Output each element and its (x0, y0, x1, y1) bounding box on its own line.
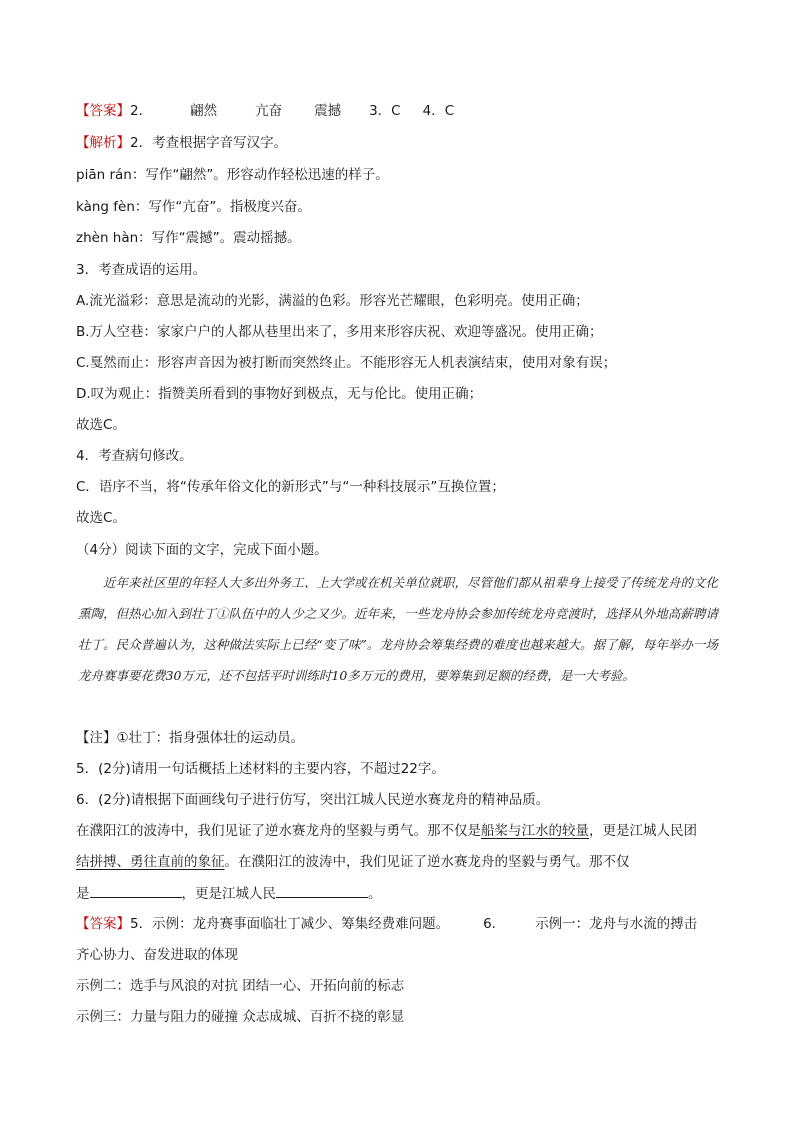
answer-item: 4．C (422, 103, 455, 119)
q4-conclusion: 故选C。 (76, 510, 126, 526)
answer-item: 震撼 (314, 103, 342, 119)
q3-option: B.万人空巷：家家户户的人都从巷里出来了，多用来形容庆祝、欢迎等盛况。使用正确； (76, 324, 603, 340)
fill-blank-1[interactable] (90, 883, 182, 898)
example-1-part-2: 齐心协力、奋发进取的体现 (76, 947, 238, 963)
answer-tag: 【答案】 (76, 103, 130, 119)
q6-number: 6． (483, 916, 506, 932)
question-5: 5．(2分)请用一句话概括上述材料的主要内容，不超过22字。 (76, 761, 445, 777)
fill-line: 是 ，更是江城人民 。 (76, 883, 382, 904)
underlined-phrase: 船桨与江水的较量 (481, 823, 589, 839)
reading-intro: （4分）阅读下面的文字，完成下面小题。 (76, 542, 328, 558)
example-2: 示例二：选手与风浪的对抗 团结一心、开拓向前的标志 (76, 978, 405, 994)
pinyin-line: zhèn hàn：写作“震撼”。震动摇撼。 (76, 230, 301, 246)
example-3: 示例三：力量与阻力的碰撞 众志成城、百折不挠的彰显 (76, 1009, 405, 1025)
answer-line-2 (76, 914, 697, 934)
analysis-head: 2．考查根据字音写汉字。 (130, 135, 288, 151)
passage-note: 【注】①壮丁：指身强体壮的运动员。 (76, 730, 305, 746)
answer-line-1 (76, 101, 454, 121)
q3-option: A.流光溢彩：意思是流动的光影，满溢的色彩。形容光芒耀眼，色彩明亮。使用正确； (76, 293, 589, 309)
model-sentence-line-2: 结拼搏、勇往直前的象征。在濮阳江的波涛中，我们见证了逆水赛龙舟的坚毅与勇气。那不仅 (76, 854, 630, 870)
answer-item: 3．C (369, 103, 401, 119)
analysis-tag: 【解析】 (76, 135, 130, 151)
q3-head: 3．考查成语的运用。 (76, 262, 207, 278)
q5-answer: 5．示例：龙舟赛事面临壮丁减少、筹集经费难问题。 (130, 916, 450, 932)
reading-passage: 近年来社区里的年轻人大多出外务工、上大学或在机关单位就职，尽管他们都从祖辈身上接受了传统龙舟的文化熏陶，但热心加入到壮丁①队伍中的人少之又少。近年来，一些龙舟协会参加传统龙舟竞渡时，选择从外地高薪聘请壮丁。民众普遍认为，这种做法实际上已经“变了味”。龙舟协会筹集经费的难度也越来越大。据了解，每年举办一场龙舟赛事要花费30万元，还不包括平时训练时10多万元的费用，要筹集到足额的经费，是一大考验。 (78, 575, 718, 683)
q3-conclusion: 故选C。 (76, 417, 126, 433)
analysis-line (76, 133, 287, 153)
pinyin-line: kàng fèn：写作“亢奋”。指极度兴奋。 (76, 199, 311, 215)
answer-item: 2． (130, 103, 153, 119)
model-sentence-line-1: 在濮阳江的波涛中，我们见证了逆水赛龙舟的坚毅与勇气。那不仅是船桨与江水的较量，更是江城人民团 (76, 823, 697, 839)
question-6: 6．(2分)请根据下面画线句子进行仿写，突出江城人民逆水赛龙舟的精神品质。 (76, 792, 550, 808)
fill-blank-2[interactable] (276, 883, 368, 898)
answer-item: 亢奋 (255, 103, 283, 119)
example-1-part-1: 示例一：龙舟与水流的搏击 (535, 916, 698, 932)
answer-item: 翩然 (190, 103, 218, 119)
q4-line: C．语序不当，将“传承年俗文化的新形式”与“一种科技展示”互换位置； (76, 479, 505, 495)
pinyin-line: piān rán：写作“翩然”。形容动作轻松迅速的样子。 (76, 167, 389, 183)
underlined-phrase: 结拼搏、勇往直前的象征 (76, 854, 225, 870)
answer-tag: 【答案】 (76, 916, 130, 932)
q4-head: 4．考查病句修改。 (76, 448, 193, 464)
q3-option: D.叹为观止：指赞美所看到的事物好到极点，无与伦比。使用正确； (76, 386, 483, 402)
q3-option: C.戛然而止：形容声音因为被打断而突然终止。不能形容无人机表演结束，使用对象有误； (76, 355, 617, 371)
